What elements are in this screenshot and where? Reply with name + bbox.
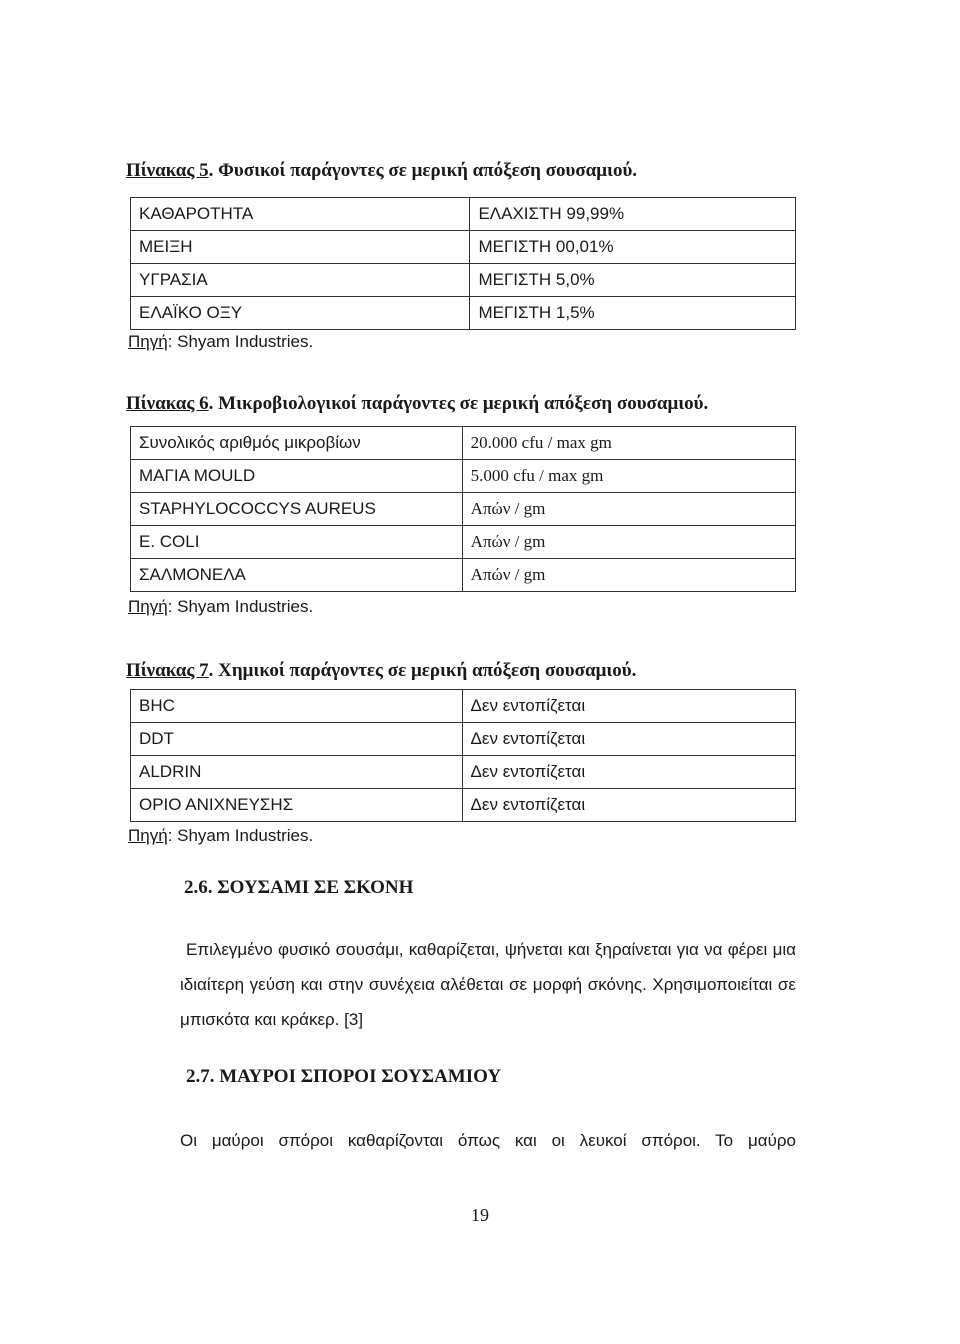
table-cell: ALDRIN — [131, 756, 463, 789]
table-row — [131, 493, 796, 526]
table-row — [131, 559, 796, 592]
table-cell: BHC — [131, 690, 463, 723]
table-cell: ΜΕΙΞΗ — [131, 231, 470, 264]
table-row — [131, 297, 796, 330]
source-label: Πηγή — [128, 826, 168, 845]
table-cell: 20.000 cfu / max gm — [462, 427, 795, 460]
table-row — [131, 427, 796, 460]
section-2-7-heading: 2.7. ΜΑΥΡΟΙ ΣΠΟΡΟΙ ΣΟΥΣΑΜΙΟΥ — [186, 1066, 502, 1087]
table7-caption-label: Πίνακας 7 — [126, 660, 209, 681]
table-cell: Δεν εντοπίζεται — [462, 723, 795, 756]
table5-caption-label: Πίνακας 5 — [126, 160, 209, 181]
table5-caption-text: . Φυσικοί παράγοντες σε μερική απόξεση σουσαμιού. — [208, 160, 638, 181]
table-row — [131, 198, 796, 231]
table-cell: 5.000 cfu / max gm — [462, 460, 795, 493]
table-row — [131, 690, 796, 723]
table6-caption — [126, 393, 708, 415]
table5 — [130, 197, 796, 330]
table-cell: ΜΕΓΙΣΤΗ 00,01% — [470, 231, 796, 264]
table-cell: ΟΡΙΟ ΑΝΙΧΝΕΥΣΗΣ — [131, 789, 463, 822]
table-cell: Συνολικός αριθμός μικροβίων — [131, 427, 463, 460]
table-cell: DDT — [131, 723, 463, 756]
table-cell: Απών / gm — [462, 526, 795, 559]
table6-source — [128, 597, 313, 617]
source-label: Πηγή — [128, 597, 168, 616]
table-row — [131, 264, 796, 297]
table7-caption — [126, 660, 636, 682]
table-cell: STAPHYLOCOCCYS AUREUS — [131, 493, 463, 526]
table-cell: Απών / gm — [462, 559, 795, 592]
table-row — [131, 460, 796, 493]
page-number: 19 — [471, 1205, 489, 1225]
table5-source — [128, 332, 313, 352]
table-row — [131, 231, 796, 264]
table6-caption-label: Πίνακας 6 — [126, 393, 209, 414]
section-2-6-heading: 2.6. ΣΟΥΣΑΜΙ ΣΕ ΣΚΟΝΗ — [184, 877, 414, 898]
table-row — [131, 526, 796, 559]
table-cell: Δεν εντοπίζεται — [462, 756, 795, 789]
table-row — [131, 723, 796, 756]
table6-caption-text: . Μικροβιολογικοί παράγοντες σε μερική απόξεση σουσαμιού. — [208, 393, 709, 414]
table-cell: ΜΕΓΙΣΤΗ 1,5% — [470, 297, 796, 330]
table-cell: Απών / gm — [462, 493, 795, 526]
table5-caption — [126, 160, 637, 182]
table-cell: ΕΛΑΪΚΟ ΟΞΥ — [131, 297, 470, 330]
table-cell: Δεν εντοπίζεται — [462, 789, 795, 822]
table-cell: ΕΛΑΧΙΣΤΗ 99,99% — [470, 198, 796, 231]
table-row — [131, 789, 796, 822]
table-cell: ΜΕΓΙΣΤΗ 5,0% — [470, 264, 796, 297]
section-2-6-paragraph: Επιλεγμένο φυσικό σουσάμι, καθαρίζεται, ψήνεται και ξηραίνεται για να φέρει μια ιδιαίτερη γεύση και στην συνέχεια αλέθεται σε μορφή σκόνης. Χρησιμοποιείται σε μπισκότα και κράκερ. [3] — [180, 940, 796, 1029]
table-cell: ΚΑΘΑΡΟΤΗΤΑ — [131, 198, 470, 231]
table6 — [130, 426, 796, 592]
section-2-7-paragraph: Οι μαύροι σπόροι καθαρίζονται όπως και οι λευκοί σπόροι. Το μαύρο — [180, 1131, 796, 1150]
source-label: Πηγή — [128, 332, 168, 351]
table-cell: E. COLI — [131, 526, 463, 559]
table-cell: Δεν εντοπίζεται — [462, 690, 795, 723]
table-cell: ΣΑΛΜΟΝΕΛΑ — [131, 559, 463, 592]
table-cell: ΜΑΓΙΑ MOULD — [131, 460, 463, 493]
source-text: : Shyam Industries. — [167, 826, 314, 845]
table-cell: ΥΓΡΑΣΙΑ — [131, 264, 470, 297]
table-row — [131, 756, 796, 789]
table7 — [130, 689, 796, 822]
source-text: : Shyam Industries. — [167, 332, 314, 351]
table7-source — [128, 826, 313, 846]
table7-caption-text: . Χημικοί παράγοντες σε μερική απόξεση σουσαμιού. — [208, 660, 637, 681]
source-text: : Shyam Industries. — [167, 597, 314, 616]
